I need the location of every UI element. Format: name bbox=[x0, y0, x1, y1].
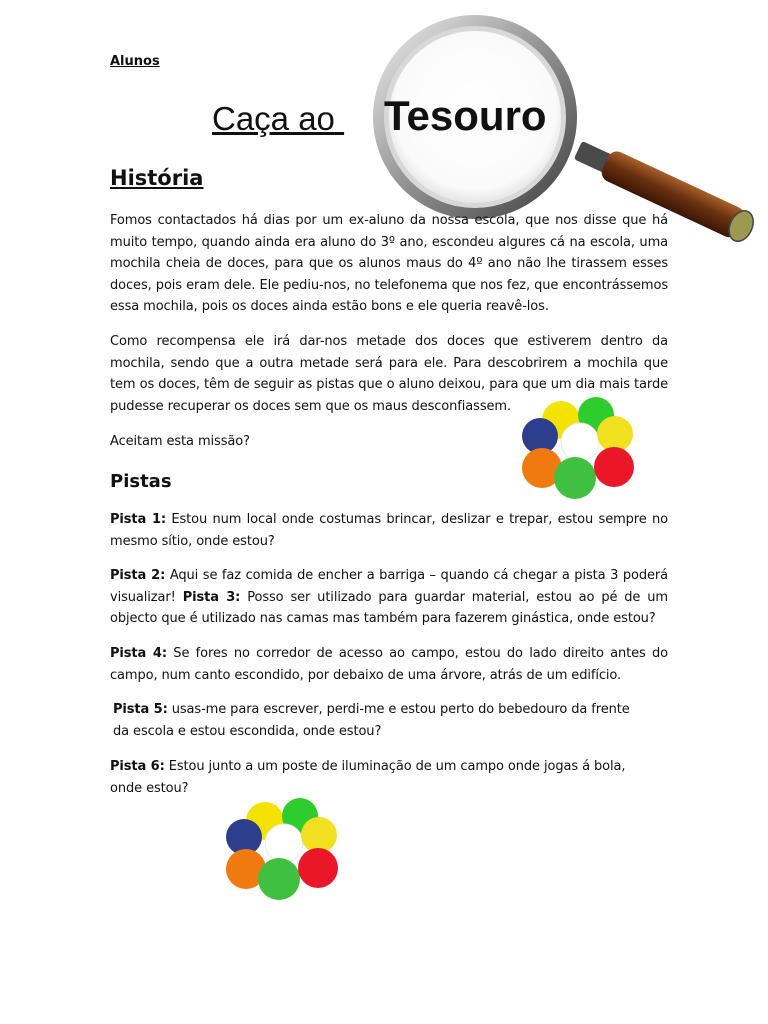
title-caca-ao: Caça ao bbox=[212, 100, 335, 137]
alunos-label: Alunos bbox=[110, 54, 160, 69]
pista-2-label: Pista 2: bbox=[110, 568, 166, 583]
pista-2-text: Aqui se faz comida de encher a barriga – quando cá chegar a pista 3 poderá visualizar! bbox=[110, 568, 668, 605]
pistas-heading: Pistas bbox=[110, 471, 172, 492]
pista-1-text: Estou num local onde costumas brincar, deslizar e trepar, estou sempre no mesmo sítio, onde estou? bbox=[110, 512, 668, 549]
pista-6-text: Estou junto a um poste de iluminação de um campo onde jogas á bola, onde estou? bbox=[110, 759, 626, 796]
pista-1-label: Pista 1: bbox=[110, 512, 166, 527]
historia-paragraph-2: Como recompensa ele irá dar-nos metade dos doces que estiverem dentro da mochila, sendo que a outra metade será para ele. Para descobrirem a mochila que tem os doces, têm de seguir as pistas que o aluno deixou, para que um dia mais tarde pudesse recuperar os doces sem que os maus desconfiassem. bbox=[110, 334, 668, 414]
pista-4 bbox=[110, 643, 668, 686]
pista-3-label: Pista 3: bbox=[182, 589, 241, 605]
historia-heading: História bbox=[110, 166, 204, 190]
gumdrop-candies-icon bbox=[516, 396, 640, 508]
pista-6-label: Pista 6: bbox=[110, 759, 165, 774]
pista-1 bbox=[110, 509, 668, 552]
pista-3-text: Posso ser utilizado para guardar material, estou ao pé de um objecto que é utilizado nas camas mas também para fazerem ginástica, onde estou? bbox=[110, 589, 668, 626]
gumdrop-candies-icon bbox=[220, 797, 344, 909]
historia-question: Aceitam esta missão? bbox=[110, 434, 250, 449]
pista-5-text: usas-me para escrever, perdi-me e estou perto do bebedouro da frente da escola e estou escondida, onde estou? bbox=[113, 702, 630, 739]
title-tesouro: Tesouro bbox=[384, 92, 547, 139]
historia-paragraph-1: Fomos contactados há dias por um ex-aluno da nossa escola, que nos disse que há muito tempo, quando ainda era aluno do 3º ano, escondeu algures cá na escola, uma mochila cheia de doces, para que os alunos maus do 4º ano não lhe tirassem esses doces, pois eram dele. Ele pediu-nos, no telefonema que nos fez, que encontrássemos essa mochila, pois os doces ainda estão bons e ele queria reavê-los. bbox=[110, 213, 668, 314]
pista-4-label: Pista 4: bbox=[110, 646, 167, 661]
pista-5 bbox=[113, 699, 635, 742]
pista-4-text: Se fores no corredor de acesso ao campo, estou do lado direito antes do campo, num canto escondido, por debaixo de uma árvore, atrás de um edifício. bbox=[110, 646, 668, 683]
pista-5-label: Pista 5: bbox=[113, 702, 168, 717]
pista-2-3 bbox=[110, 565, 668, 630]
pista-6 bbox=[110, 756, 655, 799]
